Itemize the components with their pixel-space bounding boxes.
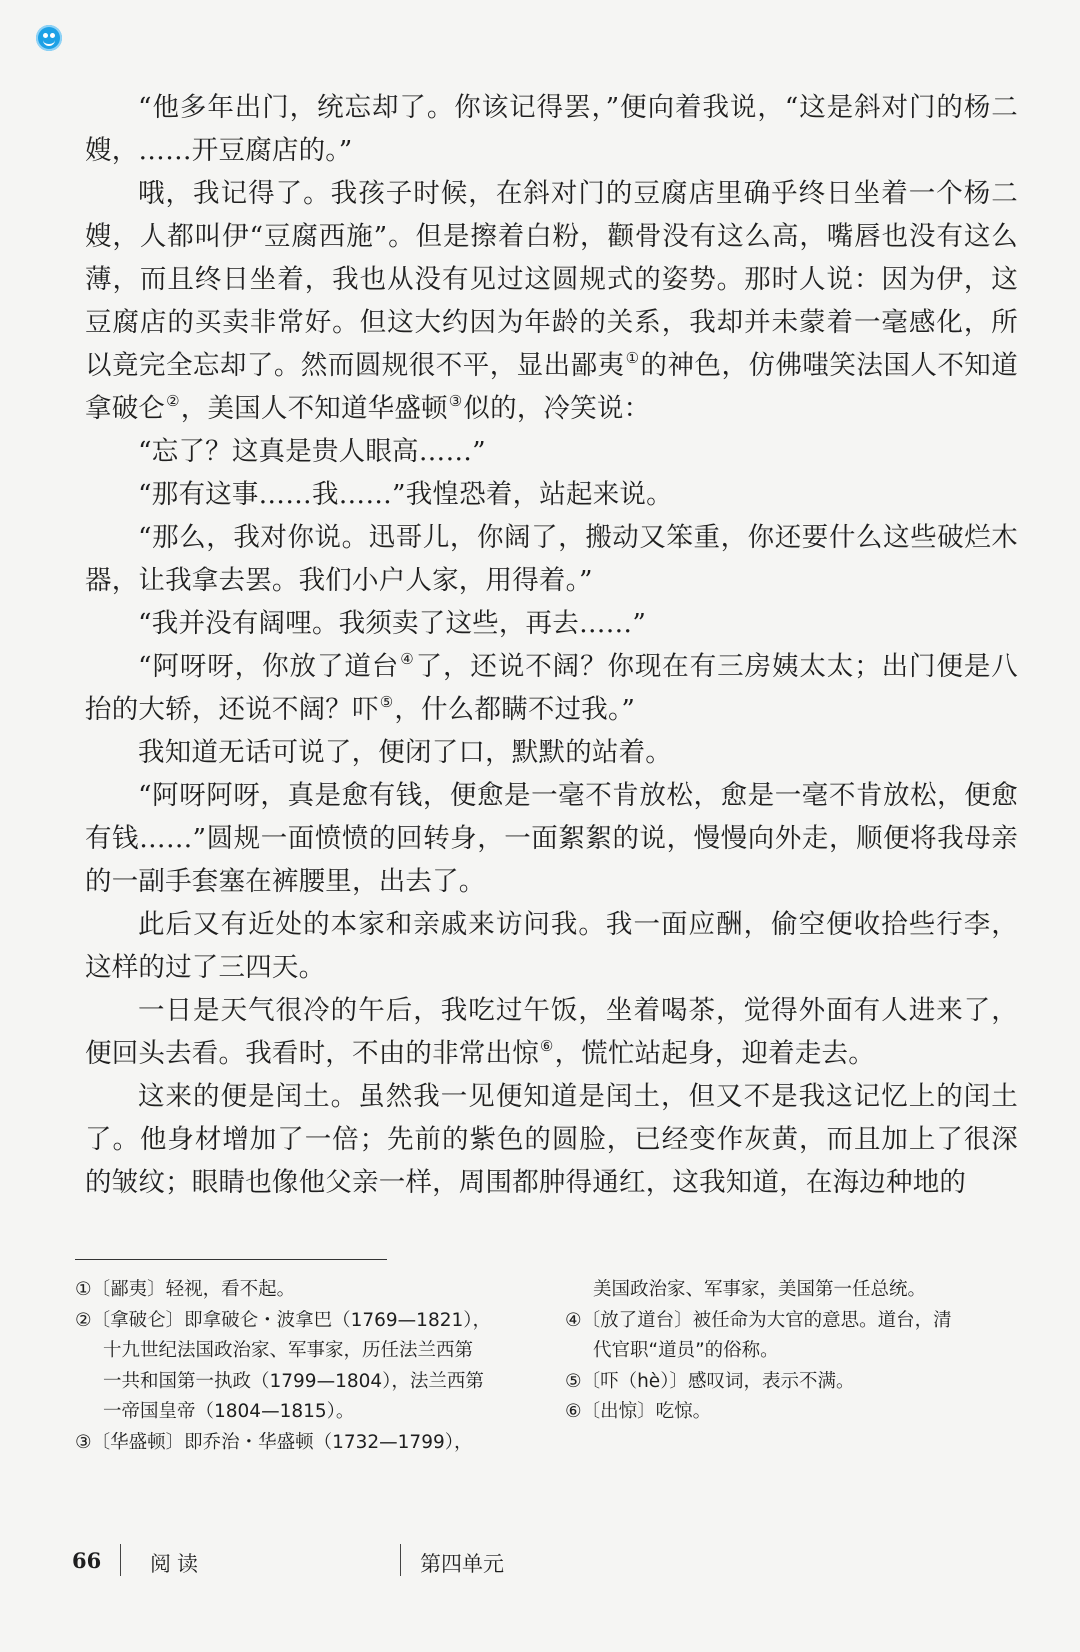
main-text	[85, 86, 1018, 1204]
footnote-ref: ②	[166, 392, 180, 410]
page-number: 66	[72, 1548, 102, 1573]
paragraph	[85, 645, 1018, 731]
unit-label: 第四单元	[420, 1552, 504, 1576]
paragraph	[85, 731, 1018, 774]
paragraph-text: ，美国人不知道华盛顿	[180, 393, 448, 424]
paragraph	[85, 989, 1018, 1075]
footnote-line: 代官职“道员”的俗称。	[593, 1340, 779, 1361]
paragraph-text: 一日是天气很冷的午后，我吃过午饭，坐着喝茶，觉得外面有人进来了，便回头去看。我看时，不由的非常出惊	[85, 995, 1018, 1069]
footnotes-right-column	[565, 1275, 1025, 1428]
footnote-ref: ⑥	[539, 1037, 554, 1055]
paragraph-text: ，慌忙站起身，迎着走去。	[554, 1038, 875, 1069]
footnote-line: ①〔鄙夷〕轻视，看不起。	[75, 1279, 296, 1300]
footnote-divider	[75, 1259, 387, 1260]
paragraph	[85, 602, 1018, 645]
paragraph-text: “他多年出门，统忘却了。你该记得罢，”便向着我说，“这是斜对门的杨二嫂，……开豆腐店的。”	[85, 92, 1018, 166]
footnote-line: 一共和国第一执政（1799—1804），法兰西第	[103, 1370, 484, 1392]
footnote-ref: ④	[400, 650, 415, 668]
paragraph-text: “阿呀阿呀，真是愈有钱，便愈是一毫不肯放松，愈是一毫不肯放松，便愈有钱……”圆规一面愤愤的回转身，一面絮絮的说，慢慢向外走，顺便将我母亲的一副手套塞在裤腰里，出去了。	[85, 780, 1018, 897]
footnote-line: ③〔华盛顿〕即乔治・华盛顿（1732—1799），	[75, 1431, 473, 1453]
paragraph	[85, 774, 1018, 903]
footnote-line: 美国政治家、军事家，美国第一任总统。	[593, 1279, 927, 1300]
paragraph-text: 哦，我记得了。我孩子时候，在斜对门的豆腐店里确乎终日坐着一个杨二嫂，人都叫伊“豆腐西施”。但是擦着白粉，颧骨没有这么高，嘴唇也没有这么薄，而且终日坐着，我也从没有见过这圆规式的姿势。那时人说：因为伊，这豆腐店的买卖非常好。但这大约因为年龄的关系，我却并未蒙着一毫感化，所以竟完全忘却了。然而圆规很不平，显出鄙夷	[85, 178, 1018, 381]
paragraph	[85, 430, 1018, 473]
smiley-face-icon	[36, 25, 62, 51]
paragraph-text: 这来的便是闰土。虽然我一见便知道是闰土，但又不是我这记忆上的闰土了。他身材增加了一倍；先前的紫色的圆脸，已经变作灰黄，而且加上了很深的皱纹；眼睛也像他父亲一样，周围都肿得通红，这我知道，在海边种地的	[85, 1081, 1018, 1198]
footnote-line: ④〔放了道台〕被任命为大官的意思。道台，清	[565, 1309, 952, 1331]
footnote-line: ②〔拿破仑〕即拿破仑・波拿巴（1769—1821），	[75, 1309, 491, 1331]
footnote-ref: ⑤	[379, 693, 394, 711]
paragraph-text: ，什么都瞒不过我。”	[394, 694, 636, 725]
paragraph	[85, 516, 1018, 602]
footnote-ref: ③	[448, 392, 463, 410]
paragraph-text: “我并没有阔哩。我须卖了这些，再去……”	[138, 608, 647, 639]
footnote-line: 十九世纪法国政治家、军事家，历任法兰西第	[103, 1340, 474, 1361]
paragraph	[85, 903, 1018, 989]
paragraph-text: “那么，我对你说。迅哥儿，你阔了，搬动又笨重，你还要什么这些破烂木器，让我拿去罢。我们小户人家，用得着。”	[85, 522, 1018, 596]
footer-divider	[400, 1544, 401, 1576]
footnotes-left-column	[75, 1275, 525, 1458]
paragraph-text: 此后又有近处的本家和亲戚来访问我。我一面应酬，偷空便收拾些行李，这样的过了三四天。	[85, 909, 1018, 983]
section-label: 阅读	[150, 1552, 204, 1576]
paragraph	[85, 473, 1018, 516]
paragraph-text: 了，还说不阔？你现在有三房姨太太；出门便是八抬的大轿，还说不阔？吓	[85, 651, 1018, 725]
paragraph	[85, 172, 1018, 430]
paragraph	[85, 86, 1018, 172]
paragraph	[85, 1075, 1018, 1204]
paragraph-text: “阿呀呀，你放了道台	[138, 651, 400, 682]
paragraph-text: 的神色，仿佛嗤笑法国人不知道拿破仑	[85, 350, 1018, 424]
paragraph-text: “忘了？这真是贵人眼高……”	[138, 436, 486, 467]
footer-divider	[120, 1544, 121, 1576]
footnote-line: ⑥〔出惊〕吃惊。	[565, 1401, 712, 1422]
footnote-line: 一帝国皇帝（1804—1815）。	[103, 1401, 355, 1422]
paragraph-text: 似的，冷笑说：	[463, 393, 651, 424]
footnote-line: ⑤〔吓（hè）〕感叹词，表示不满。	[565, 1370, 855, 1392]
paragraph-text: 我知道无话可说了，便闭了口，默默的站着。	[138, 737, 672, 768]
paragraph-text: “那有这事……我……”我惶恐着，站起来说。	[138, 479, 673, 510]
footnote-ref: ①	[625, 349, 640, 367]
